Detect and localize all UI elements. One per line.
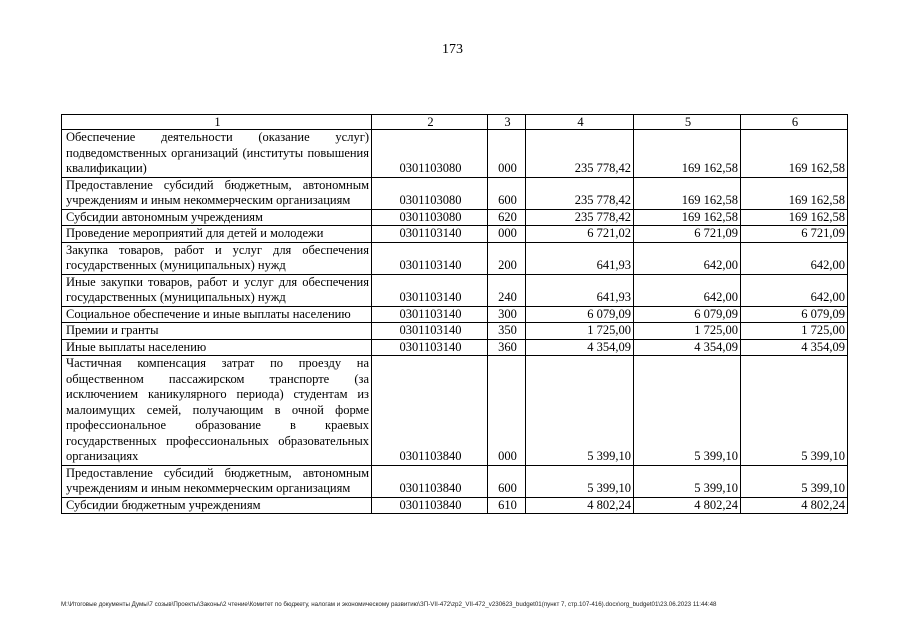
expense-type-code: 600: [488, 465, 526, 497]
amount-col-4: 4 802,24: [526, 497, 634, 514]
table-row: [62, 306, 848, 323]
amount-col-6: 1 725,00: [741, 323, 848, 340]
target-code: 0301103140: [372, 242, 488, 274]
expense-name: Иные закупки товаров, работ и услуг для обеспечения государственных (муниципальных) нужд: [62, 274, 372, 306]
table-row: [62, 339, 848, 356]
expense-type-code: 610: [488, 497, 526, 514]
expense-name: Иные выплаты населению: [62, 339, 372, 356]
table-row: [62, 209, 848, 226]
expense-type-code: 600: [488, 177, 526, 209]
amount-col-5: 169 162,58: [634, 209, 741, 226]
amount-col-6: 169 162,58: [741, 130, 848, 178]
amount-col-4: 6 079,09: [526, 306, 634, 323]
amount-col-6: 4 802,24: [741, 497, 848, 514]
amount-col-4: 5 399,10: [526, 465, 634, 497]
amount-col-6: 642,00: [741, 274, 848, 306]
amount-col-6: 6 721,09: [741, 226, 848, 243]
column-header-6: 6: [741, 115, 848, 130]
expense-name: Обеспечение деятельности (оказание услуг) подведомственных организаций (институты повышения квалификации): [62, 130, 372, 178]
expense-name: Частичная компенсация затрат по проезду на общественном пассажирском транспорте (за исключением каникулярного периода) студентам из малоимущих семей, получающим в очной форме профессиональное образование в краевых государственных профессиональных образовательных организациях: [62, 356, 372, 466]
amount-col-4: 1 725,00: [526, 323, 634, 340]
expense-type-code: 620: [488, 209, 526, 226]
expense-name: Закупка товаров, работ и услуг для обеспечения государственных (муниципальных) нужд: [62, 242, 372, 274]
table-row: [62, 177, 848, 209]
amount-col-5: 5 399,10: [634, 356, 741, 466]
amount-col-4: 6 721,02: [526, 226, 634, 243]
target-code: 0301103140: [372, 323, 488, 340]
expense-type-code: 240: [488, 274, 526, 306]
table-row: [62, 356, 848, 466]
amount-col-4: 235 778,42: [526, 177, 634, 209]
expense-name: Премии и гранты: [62, 323, 372, 340]
column-header-1: 1: [62, 115, 372, 130]
table-header-row: [62, 115, 848, 130]
expense-type-code: 300: [488, 306, 526, 323]
amount-col-5: 4 354,09: [634, 339, 741, 356]
amount-col-5: 6 079,09: [634, 306, 741, 323]
table-row: [62, 465, 848, 497]
amount-col-4: 4 354,09: [526, 339, 634, 356]
amount-col-6: 169 162,58: [741, 209, 848, 226]
amount-col-5: 5 399,10: [634, 465, 741, 497]
amount-col-6: 5 399,10: [741, 356, 848, 466]
amount-col-5: 169 162,58: [634, 130, 741, 178]
table-row: [62, 130, 848, 178]
amount-col-6: 642,00: [741, 242, 848, 274]
expense-name: Социальное обеспечение и иные выплаты населению: [62, 306, 372, 323]
target-code: 0301103080: [372, 209, 488, 226]
file-path-footer: M:\Итоговые документы Думы\7 созыв\Проекты\Законы\2 чтение\Комитет по бюджету, налогам и экономическому развитию\ЗП-VII-472\zp2_VII-472_v230623_budget01(пункт 7, стр.107-416).docx\org_budget01\23.06.2023 11:44:48: [61, 601, 717, 608]
target-code: 0301103080: [372, 130, 488, 178]
amount-col-6: 6 079,09: [741, 306, 848, 323]
table-row: [62, 323, 848, 340]
target-code: 0301103140: [372, 274, 488, 306]
amount-col-5: 6 721,09: [634, 226, 741, 243]
expense-name: Предоставление субсидий бюджетным, автономным учреждениям и иным некоммерческим организациям: [62, 465, 372, 497]
amount-col-4: 5 399,10: [526, 356, 634, 466]
amount-col-4: 235 778,42: [526, 209, 634, 226]
amount-col-5: 1 725,00: [634, 323, 741, 340]
amount-col-6: 4 354,09: [741, 339, 848, 356]
target-code: 0301103140: [372, 306, 488, 323]
table-row: [62, 242, 848, 274]
table-row: [62, 226, 848, 243]
table-row: [62, 497, 848, 514]
expense-type-code: 000: [488, 226, 526, 243]
table-row: [62, 274, 848, 306]
target-code: 0301103840: [372, 465, 488, 497]
column-header-4: 4: [526, 115, 634, 130]
expense-type-code: 350: [488, 323, 526, 340]
amount-col-5: 4 802,24: [634, 497, 741, 514]
column-header-2: 2: [372, 115, 488, 130]
amount-col-4: 641,93: [526, 274, 634, 306]
expense-type-code: 000: [488, 356, 526, 466]
target-code: 0301103140: [372, 339, 488, 356]
target-code: 0301103840: [372, 497, 488, 514]
amount-col-4: 235 778,42: [526, 130, 634, 178]
target-code: 0301103840: [372, 356, 488, 466]
amount-col-5: 642,00: [634, 242, 741, 274]
amount-col-6: 5 399,10: [741, 465, 848, 497]
amount-col-5: 642,00: [634, 274, 741, 306]
amount-col-5: 169 162,58: [634, 177, 741, 209]
expense-name: Субсидии автономным учреждениям: [62, 209, 372, 226]
target-code: 0301103140: [372, 226, 488, 243]
page-number: 173: [442, 42, 463, 57]
expense-name: Предоставление субсидий бюджетным, автономным учреждениям и иным некоммерческим организациям: [62, 177, 372, 209]
expense-name: Субсидии бюджетным учреждениям: [62, 497, 372, 514]
expense-type-code: 200: [488, 242, 526, 274]
expense-type-code: 360: [488, 339, 526, 356]
expense-name: Проведение мероприятий для детей и молодежи: [62, 226, 372, 243]
amount-col-6: 169 162,58: [741, 177, 848, 209]
column-header-5: 5: [634, 115, 741, 130]
expense-type-code: 000: [488, 130, 526, 178]
target-code: 0301103080: [372, 177, 488, 209]
amount-col-4: 641,93: [526, 242, 634, 274]
column-header-3: 3: [488, 115, 526, 130]
budget-table: [61, 114, 848, 514]
